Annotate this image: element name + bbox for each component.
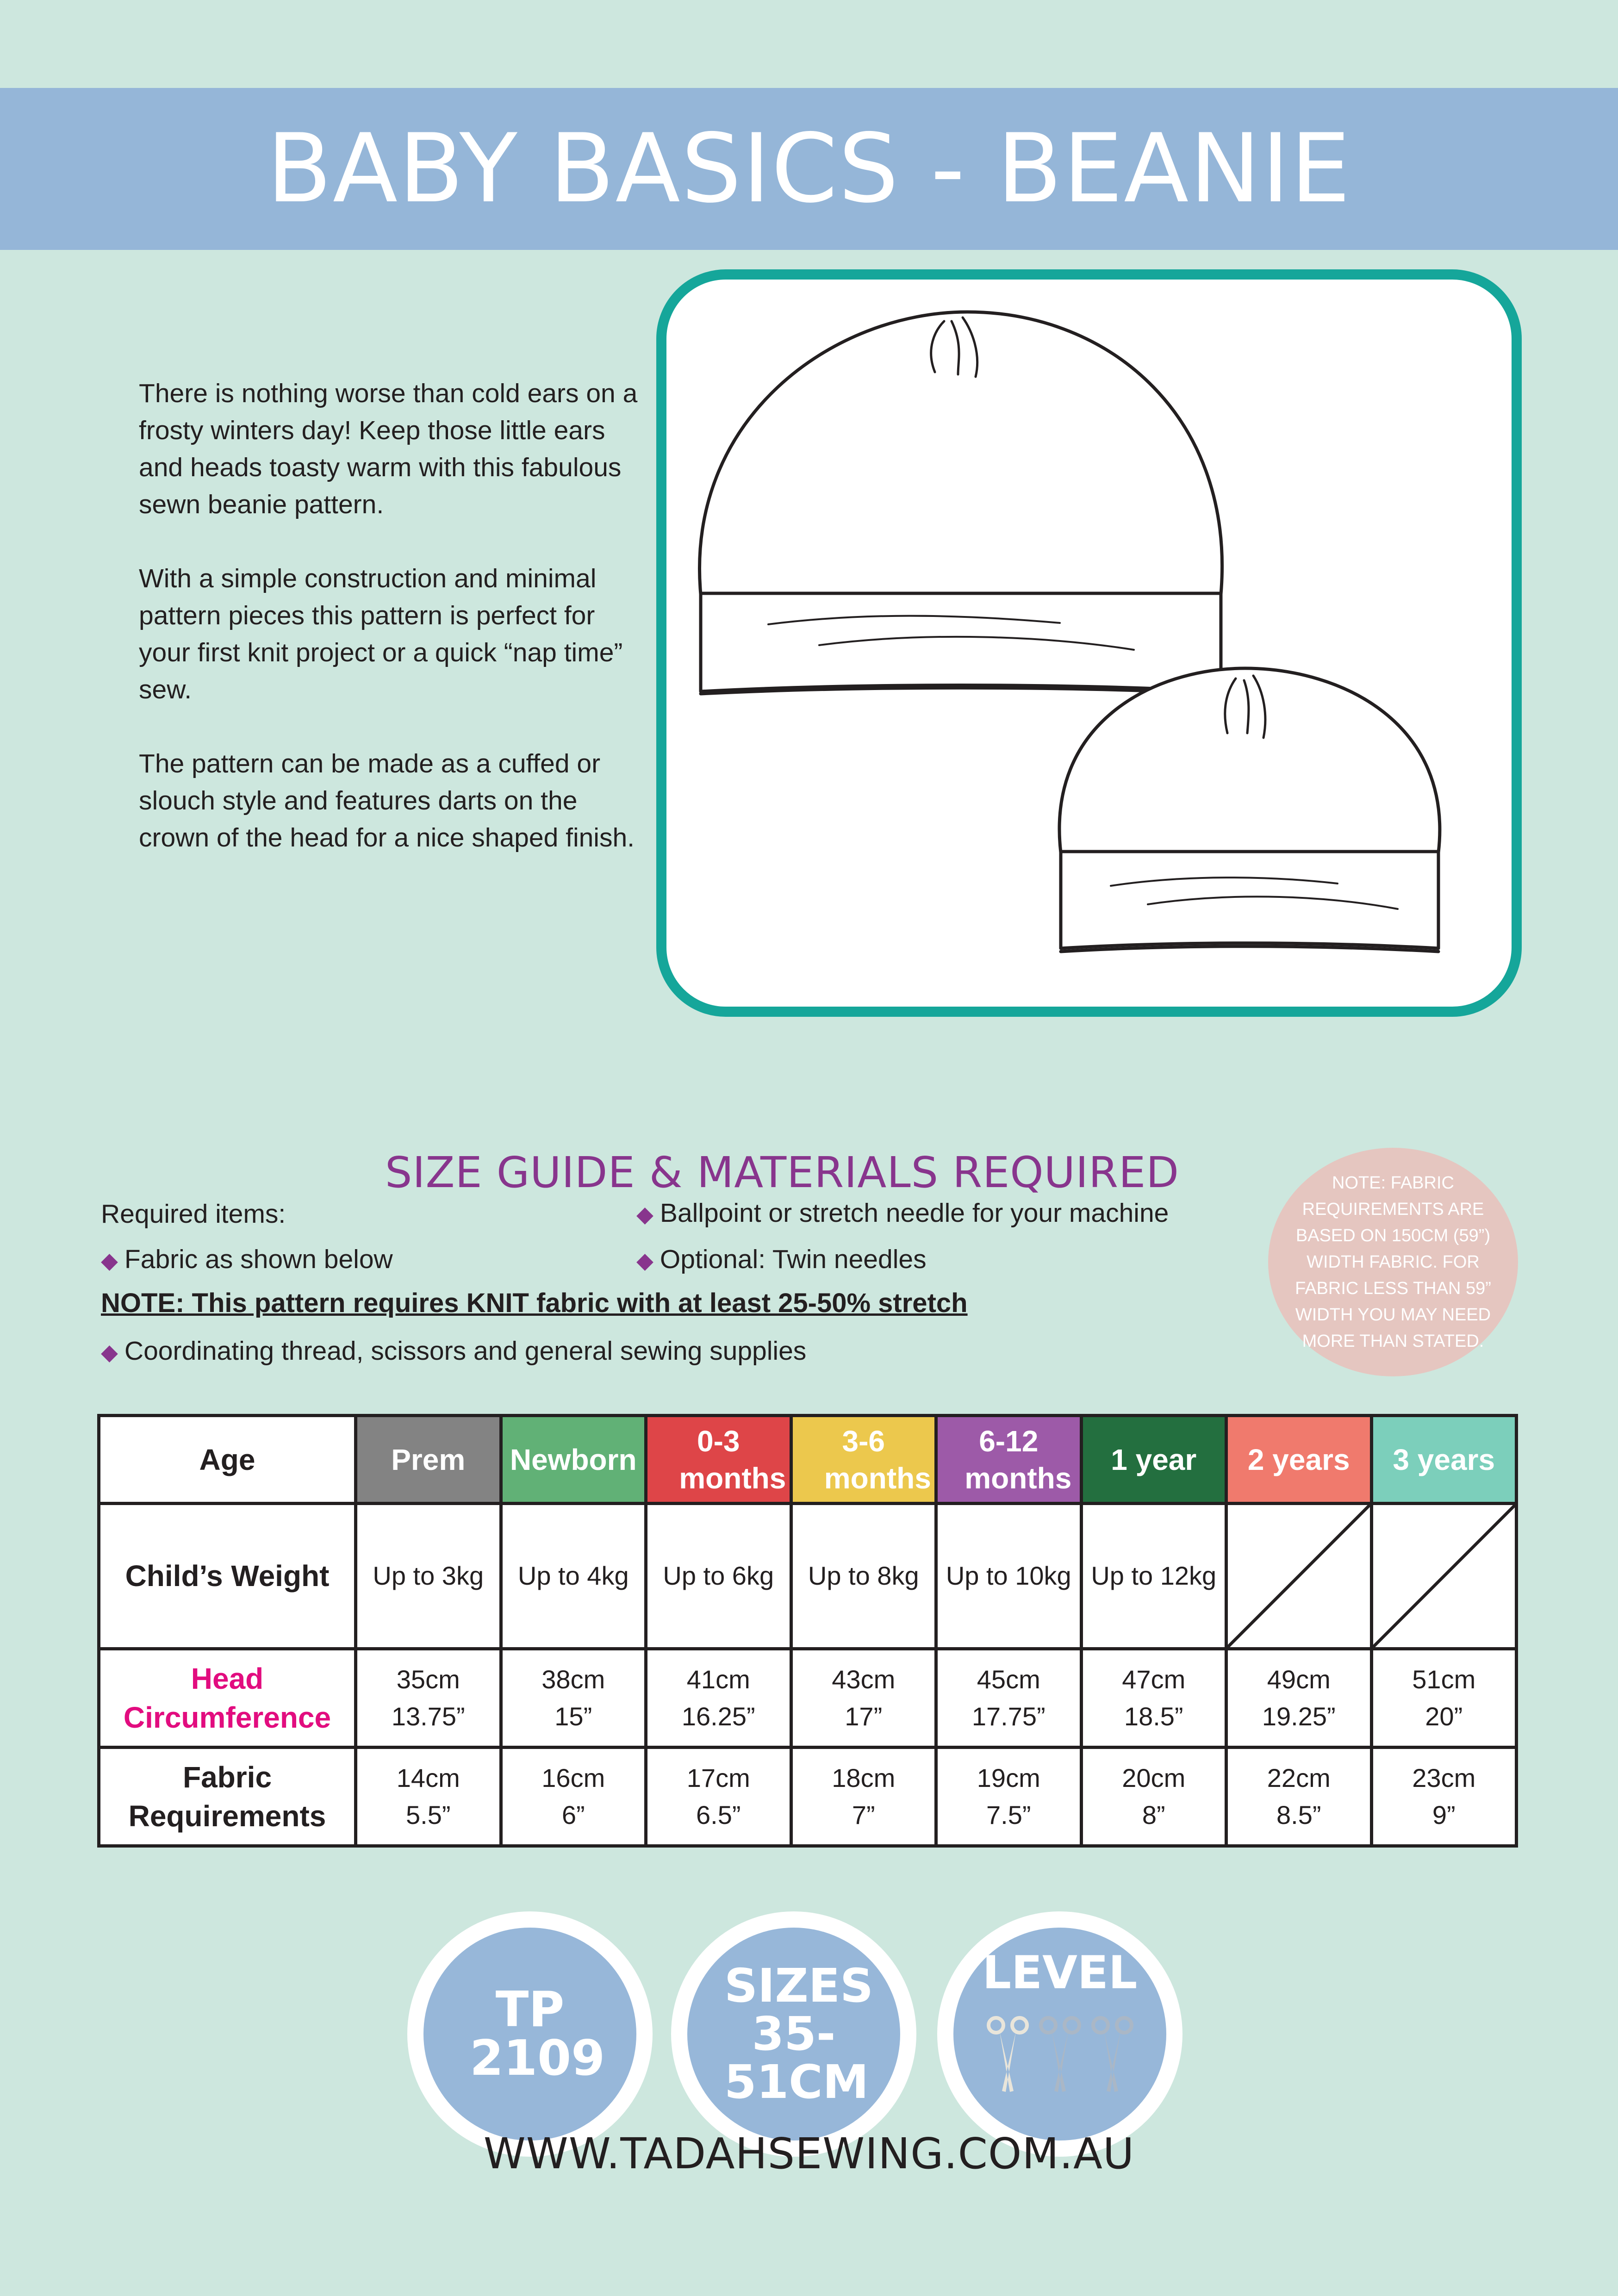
intro-paragraph: There is nothing worse than cold ears on a frosty winters day! Keep those little ears and heads toasty warm with this fabulous sewn beanie pattern. [139, 379, 638, 519]
intro-text [139, 375, 653, 893]
diagonal-slash-icon [1228, 1505, 1370, 1647]
cell-cm: 16cm [541, 1763, 605, 1792]
beanie-small-crown [1059, 668, 1440, 852]
beanie-small-cuff [1061, 852, 1438, 948]
cell-in: 6” [561, 1800, 585, 1829]
table-cell [791, 1747, 936, 1846]
list-item [636, 1198, 1169, 1228]
col-head-prem: Prem [356, 1416, 501, 1504]
cell-cm: 17cm [686, 1763, 750, 1792]
beanie-large-crown [700, 312, 1222, 594]
table-row-weight [99, 1504, 1517, 1649]
table-cell [501, 1649, 646, 1747]
sizes-badge [671, 1911, 916, 2157]
col-head-label: 0-3 months [679, 1424, 786, 1495]
cell-in: 7.5” [986, 1800, 1031, 1829]
required-items-label: Required items: [101, 1199, 286, 1229]
table-cell [1081, 1649, 1226, 1747]
col-head-0-3-months [646, 1416, 791, 1504]
badge-inner [687, 1928, 900, 2140]
cell-cm: 22cm [1267, 1763, 1331, 1792]
intro-paragraph: With a simple construction and minimal pattern pieces this pattern is perfect for your first knit project or a quick “nap time” sew. [139, 564, 623, 704]
cell-in: 13.75” [391, 1701, 465, 1731]
table-cell: Up to 8kg [791, 1504, 936, 1649]
cell-cm: 51cm [1412, 1664, 1476, 1694]
table-cell: Up to 6kg [646, 1504, 791, 1649]
cell-cm: 38cm [541, 1664, 605, 1694]
table-row-age [99, 1416, 1517, 1504]
cell-cm: 41cm [686, 1664, 750, 1694]
page-title: BABY BASICS - BEANIE [267, 114, 1351, 224]
not-applicable-cell [1226, 1504, 1372, 1649]
title-banner [0, 88, 1618, 250]
col-head-2-years: 2 years [1226, 1416, 1372, 1504]
cell-in: 20” [1425, 1701, 1463, 1731]
item-text: Fabric as shown below [124, 1244, 393, 1274]
badge-inner [423, 1928, 636, 2140]
table-cell [356, 1649, 501, 1747]
row-head-label: Head Circumference [123, 1661, 331, 1734]
col-head-label: 6-12 months [965, 1424, 1072, 1495]
section-title: SIZE GUIDE & MATERIALS REQUIRED [385, 1148, 1180, 1197]
scissors-icon [986, 2012, 1030, 2093]
beanie-large-cuff [701, 593, 1221, 691]
table-cell [1226, 1649, 1372, 1747]
diagonal-slash-icon [1373, 1505, 1515, 1647]
size-table [97, 1414, 1518, 1848]
col-head-3-6-months [791, 1416, 936, 1504]
table-cell [936, 1747, 1082, 1846]
diamond-bullet-icon: ◆ [101, 1340, 118, 1365]
cell-in: 17” [845, 1701, 883, 1731]
cell-cm: 14cm [396, 1763, 460, 1792]
cell-in: 7” [852, 1800, 875, 1829]
knit-fabric-note: NOTE: This pattern requires KNIT fabric with at least 25-50% stretch [101, 1288, 968, 1318]
table-cell [646, 1747, 791, 1846]
diamond-bullet-icon: ◆ [636, 1249, 653, 1273]
table-cell: Up to 12kg [1081, 1504, 1226, 1649]
col-head-newborn: Newborn [501, 1416, 646, 1504]
table-cell: Up to 10kg [936, 1504, 1082, 1649]
table-cell [1371, 1649, 1517, 1747]
intro-paragraph: The pattern can be made as a cuffed or slouch style and features darts on the crown of the head for a nice shaped finish. [139, 749, 635, 852]
cell-in: 17.75” [971, 1701, 1045, 1731]
cell-cm: 18cm [832, 1763, 896, 1792]
table-cell [936, 1649, 1082, 1747]
col-head-label: 3-6 months [824, 1424, 931, 1495]
table-cell: Up to 4kg [501, 1504, 646, 1649]
cell-in: 18.5” [1124, 1701, 1183, 1731]
cell-cm: 35cm [396, 1664, 460, 1694]
cell-in: 15” [554, 1701, 592, 1731]
table-cell [501, 1747, 646, 1846]
scissors-icon [1038, 2012, 1082, 2093]
table-cell [791, 1649, 936, 1747]
level-rating [986, 2012, 1134, 2093]
cell-cm: 43cm [832, 1664, 896, 1694]
cell-cm: 49cm [1267, 1664, 1331, 1694]
item-text: Coordinating thread, scissors and general sewing supplies [124, 1336, 807, 1366]
level-title: LEVEL [982, 1946, 1138, 1999]
cell-in: 9” [1432, 1800, 1456, 1829]
cell-cm: 23cm [1412, 1763, 1476, 1792]
pattern-code-badge [407, 1911, 653, 2157]
fabric-note-text: NOTE: FABRIC REQUIREMENTS ARE BASED ON 150CM (59”) WIDTH FABRIC. FOR FABRIC LESS THAN 59” WIDTH YOU MAY NEED MORE THAN STATED. [1295, 1173, 1491, 1351]
badge-inner [953, 1928, 1166, 2140]
cell-in: 19.25” [1262, 1701, 1336, 1731]
row-head-head-circumference [99, 1649, 356, 1747]
table-cell: Up to 3kg [356, 1504, 501, 1649]
website-url: WWW.TADAHSEWING.COM.AU [483, 2129, 1135, 2178]
diamond-bullet-icon: ◆ [101, 1249, 118, 1273]
table-cell [356, 1747, 501, 1846]
table-row-head-circumference [99, 1649, 1517, 1747]
cell-in: 6.5” [696, 1800, 741, 1829]
not-applicable-cell [1371, 1504, 1517, 1649]
list-item [636, 1244, 927, 1275]
cell-cm: 45cm [977, 1664, 1040, 1694]
table-cell [1226, 1747, 1372, 1846]
cell-in: 16.25” [681, 1701, 755, 1731]
cell-in: 8” [1142, 1800, 1165, 1829]
beanie-illustration-frame [656, 269, 1522, 1017]
row-head-label: Fabric Requirements [128, 1760, 326, 1833]
pattern-code: TP 2109 [470, 1981, 605, 2086]
level-badge [937, 1911, 1182, 2157]
cell-in: 8.5” [1276, 1800, 1321, 1829]
table-row-fabric-requirements [99, 1747, 1517, 1846]
table-cell [1371, 1747, 1517, 1846]
list-item [101, 1244, 393, 1275]
cell-in: 5.5” [406, 1800, 451, 1829]
diamond-bullet-icon: ◆ [636, 1202, 653, 1227]
cell-cm: 47cm [1122, 1664, 1186, 1694]
cell-cm: 20cm [1122, 1763, 1186, 1792]
sizes-text: SIZES 35- 51CM [724, 1959, 874, 2109]
col-head-1-year: 1 year [1081, 1416, 1226, 1504]
col-head-3-years: 3 years [1371, 1416, 1517, 1504]
table-cell [646, 1649, 791, 1747]
row-head-age: Age [99, 1416, 356, 1504]
col-head-6-12-months [936, 1416, 1082, 1504]
table-cell [1081, 1747, 1226, 1846]
scissors-icon [1090, 2012, 1134, 2093]
cell-cm: 19cm [977, 1763, 1040, 1792]
row-head-fabric-requirements [99, 1747, 356, 1846]
item-text: Ballpoint or stretch needle for your machine [660, 1198, 1169, 1228]
list-item [101, 1336, 806, 1366]
fabric-requirements-note [1268, 1148, 1518, 1376]
item-text: Optional: Twin needles [660, 1244, 927, 1274]
beanie-illustration [666, 280, 1512, 1007]
row-head-weight: Child’s Weight [99, 1504, 356, 1649]
